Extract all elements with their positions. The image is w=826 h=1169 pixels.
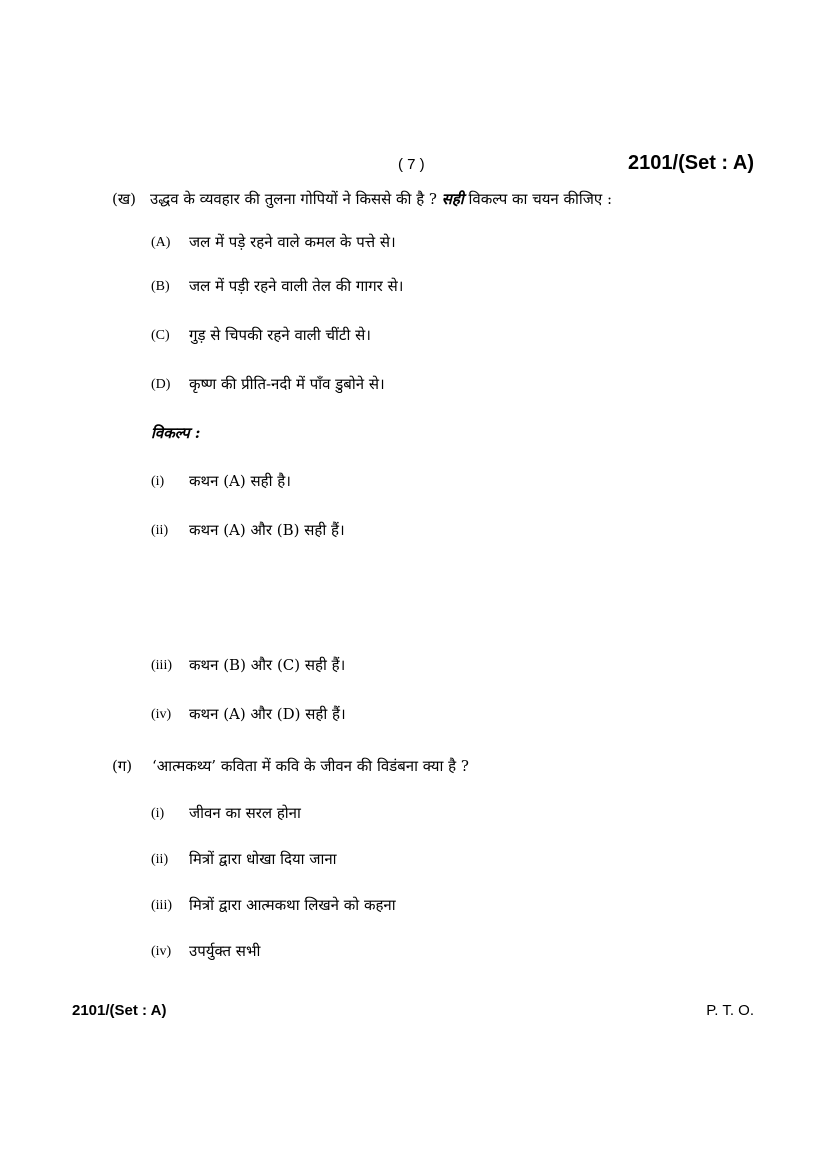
ga-option-iii-text: मित्रों द्वारा आत्मकथा लिखने को कहना [189,896,396,914]
statement-c-text: गुड़ से चिपकी रहने वाली चींटी से। [189,326,371,344]
pto-label: P. T. O. [706,1002,754,1019]
statement-b-text: जल में पड़ी रहने वाली तेल की गागर से। [189,277,404,295]
question-kha-text [150,189,612,209]
statement-a-text: जल में पड़े रहने वाले कमल के पत्ते से। [189,233,396,251]
kha-option-ii-label: (ii) [151,523,169,538]
page-number: ( 7 ) [398,156,425,173]
statement-d-text: कृष्ण की प्रीति-नदी में पाँव डुबोने से। [189,375,385,393]
ga-option-iv-label: (iv) [151,944,172,959]
question-ga-label: (ग) [112,757,133,775]
ga-option-i-text: जीवन का सरल होना [189,804,301,822]
kha-option-iv-label: (iv) [151,707,172,722]
ga-option-i-label: (i) [151,806,165,821]
statement-c-label: (C) [151,328,170,343]
question-ga-text: ‘आत्मकथ्य’ कविता में कवि के जीवन की विडंबना क्या है ? [152,757,469,775]
paper-code-footer: 2101/(Set : A) [72,1002,167,1019]
question-kha-text-before: उद्धव के व्यवहार की तुलना गोपियों ने किससे की है ? [150,190,437,208]
options-heading: विकल्प : [151,424,201,442]
kha-option-i-text: कथन (A) सही है। [189,472,291,490]
question-kha-emphasis: सही [441,190,464,208]
statement-b-label: (B) [151,279,170,294]
statement-d-label: (D) [151,377,171,392]
paper-code-header: 2101/(Set : A) [628,152,754,174]
kha-option-iii-label: (iii) [151,658,172,673]
kha-option-i-label: (i) [151,474,165,489]
ga-option-iii-label: (iii) [151,898,172,913]
question-kha-text-after: विकल्प का चयन कीजिए : [468,190,613,208]
kha-option-iv-text: कथन (A) और (D) सही हैं। [189,705,346,723]
kha-option-iii-text: कथन (B) और (C) सही हैं। [189,656,346,674]
question-kha-label: (ख) [112,190,136,208]
kha-option-ii-text: कथन (A) और (B) सही हैं। [189,521,345,539]
ga-option-ii-label: (ii) [151,852,169,867]
ga-option-iv-text: उपर्युक्त सभी [189,942,261,960]
statement-a-label: (A) [151,235,171,250]
ga-option-ii-text: मित्रों द्वारा धोखा दिया जाना [189,850,337,868]
